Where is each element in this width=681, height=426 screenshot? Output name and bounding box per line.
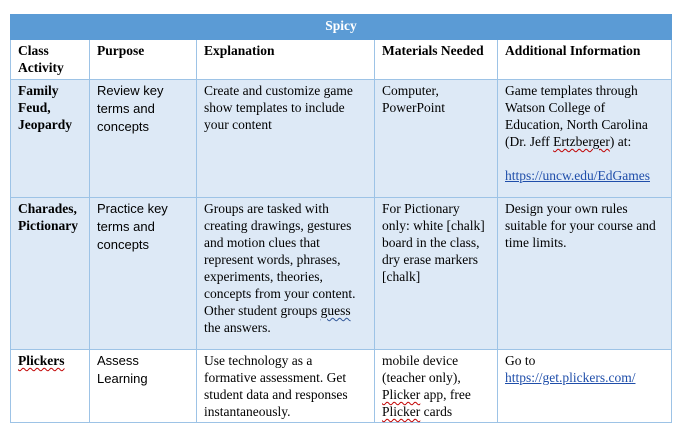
activities-table <box>10 14 672 423</box>
edgames-link[interactable]: https://uncw.edu/EdGames <box>505 168 650 183</box>
explanation-text: Groups are tasked with creating drawings, gestures and motion clues that represent words, phrases, experiments, theories, concepts from your content. Other student groups <box>204 201 356 318</box>
cell-materials: For Pictionary only: white [chalk] board in the class, dry erase markers [chalk] <box>375 198 498 350</box>
table-title: Spicy <box>11 15 672 40</box>
header-purpose: Purpose <box>90 40 197 80</box>
info-name: Ertzberger <box>553 134 610 149</box>
cell-activity <box>11 350 90 423</box>
activity-flagged-word: Plickers <box>18 353 65 368</box>
cell-explanation <box>197 198 375 350</box>
explanation-text-end: the answers. <box>204 320 271 335</box>
cell-activity: Charades, Pictionary <box>11 198 90 350</box>
header-materials: Materials Needed <box>375 40 498 80</box>
materials-flagged-word: Plicker <box>382 404 421 419</box>
cell-purpose: Assess Learning <box>90 350 197 423</box>
header-additional-info: Additional Information <box>498 40 672 80</box>
cell-additional-info <box>498 80 672 198</box>
info-text: Go to <box>505 353 536 368</box>
cell-purpose: Review key terms and concepts <box>90 80 197 198</box>
materials-text: mobile device (teacher only), <box>382 353 461 385</box>
materials-text-end: cards <box>420 404 453 419</box>
cell-explanation: Create and customize game show templates to include your content <box>197 80 375 198</box>
materials-flagged-word: Plicker <box>382 387 421 402</box>
explanation-flagged-word: guess <box>320 303 351 318</box>
header-class-activity: Class Activity <box>11 40 90 80</box>
table-row <box>11 198 672 350</box>
cell-materials: Computer, PowerPoint <box>375 80 498 198</box>
info-text: Game templates through Watson College of Education, North Carolina (Dr. Jeff <box>505 83 648 149</box>
cell-additional-info: Design your own rules suitable for your course and time limits. <box>498 198 672 350</box>
table-row <box>11 80 672 198</box>
table-row <box>11 350 672 423</box>
plickers-link[interactable]: https://get.plickers.com/ <box>505 370 636 385</box>
cell-explanation: Use technology as a formative assessment. Get student data and responses instantaneously. <box>197 350 375 423</box>
materials-text-mid: app, free <box>420 387 471 402</box>
cell-additional-info <box>498 350 672 423</box>
info-text-end: ) at: <box>609 134 632 149</box>
header-explanation: Explanation <box>197 40 375 80</box>
table-header-row <box>11 40 672 80</box>
cell-purpose: Practice key terms and concepts <box>90 198 197 350</box>
cell-activity: Family Feud, Jeopardy <box>11 80 90 198</box>
cell-materials <box>375 350 498 423</box>
table-title-row <box>11 15 672 40</box>
